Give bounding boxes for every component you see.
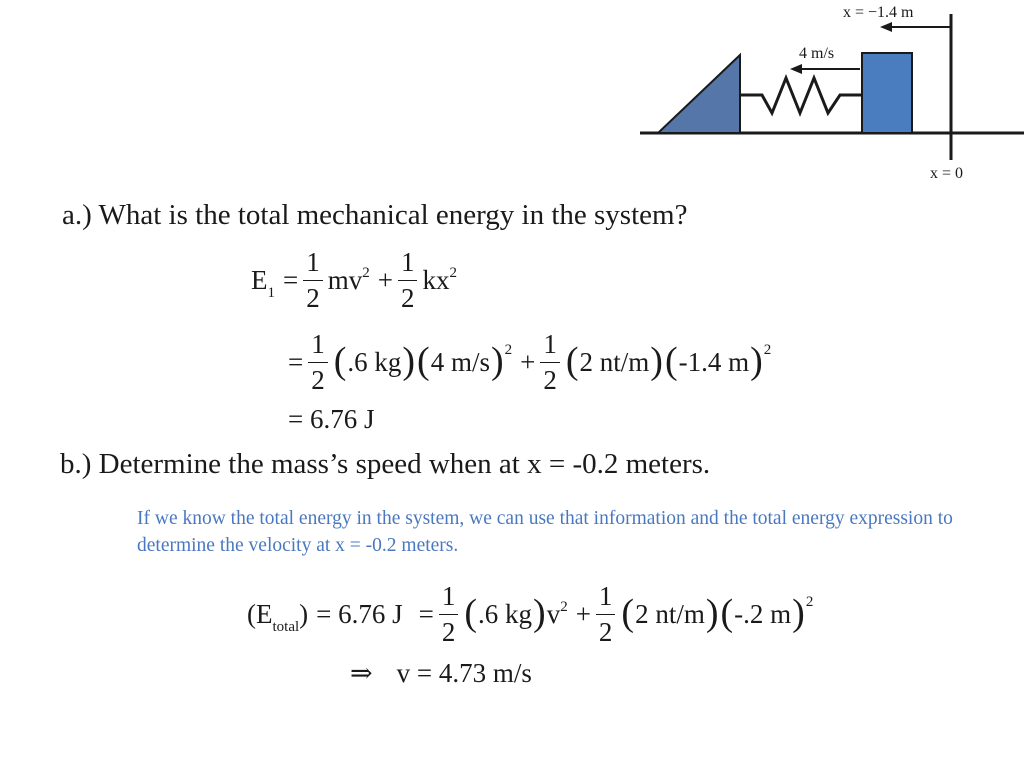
velocity-value: 4 m/s [430,347,490,377]
label-origin: x = 0 [930,165,964,182]
spring [740,78,862,113]
total-energy-value: = 6.76 J [316,599,403,629]
velocity-squared: $v^2$ [546,599,568,629]
position-value: -1.4 m [678,347,750,377]
position-value: -.2 m [734,599,792,629]
potential-term: $kx^2$ [422,265,457,295]
fraction-half: $\frac{1}{2}$ [303,249,323,312]
position-arrowhead [880,22,892,32]
plus-sign: + [520,347,536,377]
implies-icon: ⇒ [350,658,373,688]
mass-value: .6 kg [347,347,402,377]
fraction-half: $\frac{1}{2}$ [439,583,459,646]
equals-sign: = [283,265,299,295]
label-velocity: 4 m/s [799,45,835,62]
wall-wedge [658,55,740,133]
equation-speed-result [350,658,532,689]
mass-value: .6 kg [478,599,533,629]
spring-constant-value: 2 nt/m [635,599,705,629]
velocity-arrowhead [790,64,802,74]
speed-result-value: v = 4.73 m/s [396,658,532,688]
energy-symbol: $E_1$ [251,265,275,301]
fraction-half: $\frac{1}{2}$ [596,583,616,646]
plus-sign: + [575,599,591,629]
fraction-half: $\frac{1}{2}$ [540,331,560,394]
fraction-half: $\frac{1}{2}$ [308,331,328,394]
fraction-half: $\frac{1}{2}$ [398,249,418,312]
mass-block [862,53,912,133]
spring-constant-value: 2 nt/m [579,347,650,377]
explanation-note: If we know the total energy in the system, we can use that information and the total energy expression to determine the velocity at x = -0.2 meters. [137,508,953,556]
equation-speed-substitution: $(E_{total})$ = 6.76 J = $\frac{1}{2}$ ( .6 kg ) $v^2$ + $\frac{1}{2}$ ( 2 nt/m ) ( -.2 m ) $^2$ [247,581,814,647]
plus-sign: + [377,265,393,295]
equation-energy-substitution: = $\frac{1}{2}$ ( .6 kg ) ( 4 m/s ) $^2$ + $\frac{1}{2}$ ( 2 nt/m ) ( -1.4 m ) $^2$ [288,329,772,395]
question-a: a.) What is the total mechanical energy in the system? [62,199,688,231]
equation-energy-formula [251,249,457,312]
label-left-position: x = −1.4 m [843,4,914,21]
total-energy-symbol: $(E_{total})$ [247,599,309,635]
equals-sign: = [288,347,304,377]
question-b: b.) Determine the mass’s speed when at x = -0.2 meters. [60,448,711,480]
equals-sign: = [418,599,434,629]
equation-energy-result: = 6.76 J [288,404,375,434]
kinetic-term: $mv^2$ [327,265,370,295]
